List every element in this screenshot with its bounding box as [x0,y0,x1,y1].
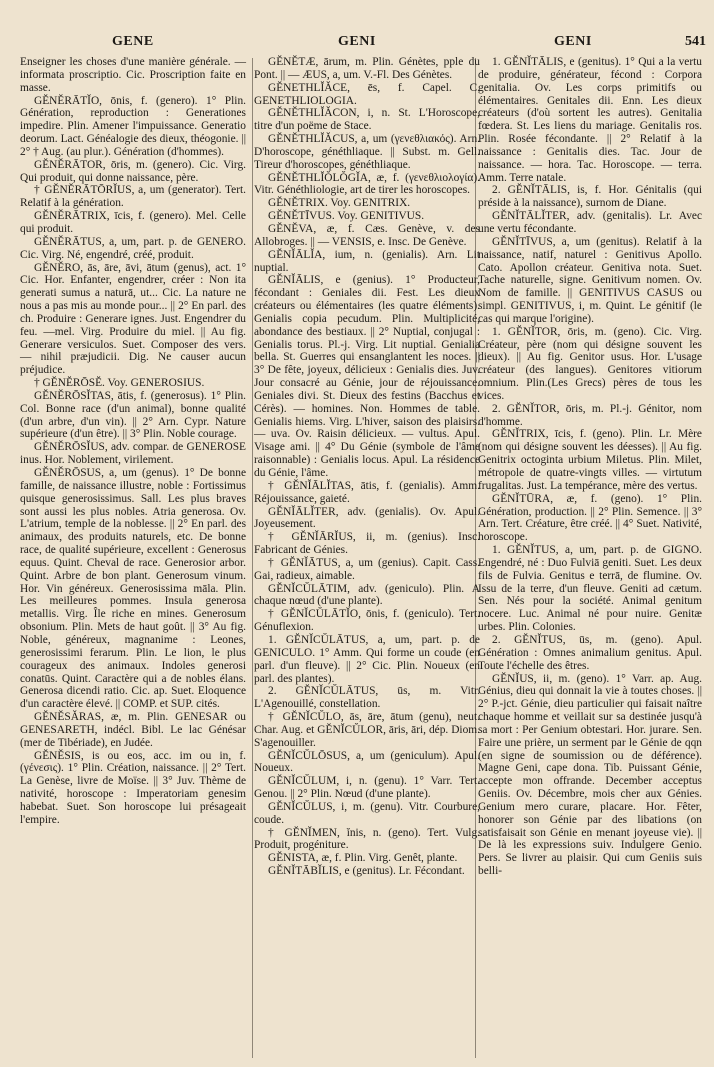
entry-geniculo: † GĔNĬCŬLO, ās, āre, ātum (genu), neut. Char. Aug. et GĔNĬCŬLOR, āris, āri, dép. Diom. S'agenouiller. [254,711,480,749]
running-header [14,34,708,52]
entry-genitivus: GĔNĬTĪVUS, a, um (genitus). Relatif à la naissance, natif, naturel : Genitivus Apollo. Cato. Apollon créateur. Genitiva nota. Suet. Tache naturelle, signe. Genitivum nomen. Ov. Nom de famille. || GENITIVUS CASUS ou simpl. GENITIVUS, i, m. Quint. Le génitif (le cas qui marque l'origine). [478,235,702,325]
entry-generatio: GĔNĔRĀTĬO, ōnis, f. (genero). 1° Plin. Génération, reproduction : Generationes impedire. Plin. Amener l'impuissance. Generatio deorum. Lact. Généalogie des dieux, théogonie. || 2° † Aug. (au plur.). Génération (d'hommes). [20,94,246,158]
entry-genesaras: GĔNĔSĂRAS, æ, m. Plin. GENESAR ou GENESARETH, indécl. Bibl. Le lac Génésar (mer de Tibériade), en Judée. [20,711,246,749]
entry-genitor-1: 1. GĔNĬTOR, ōris, m. (geno). Cic. Virg. Créateur, père (nom qui désigne souvent les dieux). || Au fig. Genitor usus. Hor. L'usage créateur (des langues). Genitores vitiorum omnium. Plin.(Les Grecs) pères de tous les vices. [478,325,702,402]
entry-genethliacon: GĔNĔTHLĬĂCON, i, n. St. L'Horoscope, titre d'un poëme de Stace. [254,107,480,133]
entry-geniarius: † GĔNĬĀRĬUS, ii, m. (genius). Insc. Fabricant de Génies. [254,531,480,557]
entry-generatus: GĔNĔRĀTUS, a, um, part. p. de GENERO. Cic. Virg. Né, engendré, créé, produit. [20,235,246,261]
column-divider-1 [252,58,253,1058]
entry-generator: GĔNĔRĀTOR, ōris, m. (genero). Cic. Virg. Qui produit, qui donne naissance, père. [20,158,246,184]
entry-generosius: GĔNĔRŌSĬUS, adv. compar. de GENEROSE inus. Hor. Noblement, virilement. [20,441,246,467]
column-right [478,56,702,878]
entry-genitaliter: GĔNĬTĀLĬTER, adv. (genitalis). Lr. Avec une vertu fécondante. [478,210,702,235]
entry-generositas: GĔNĔRŌSĬTAS, ātis, f. (generosus). 1° Plin. Col. Bonne race (d'un animal), bonne qualité (d'un arbre, d'un vin). || 2° Arn. Cypr. Nature supérieure (d'un être). || 3° Plin. Noble courage. [20,389,246,441]
entry-genista: GĔNISTA, æ, f. Plin. Virg. Genêt, plante. [268,852,458,865]
entry-genitalis-2: 2. GĔNĬTĀLIS, is, f. Hor. Génitalis (qui préside à la naissance), surnom de Diane. [478,184,702,210]
entry-genesis: GĔNĔSIS, is ou eos, acc. im ou in, f. (γένεσις). 1° Plin. Création, naissance. || 2° Tert. La Genèse, livre de Moïse. || 3° Juv. Thème de nativité, horoscope : Imperatoriam genesim habebat. Suet. Son horoscope lui présageait l'empire. [20,749,246,826]
entry-geniculatus-2: 2. GĔNĬCŬLĀTUS, ūs, m. Vitr. L'Agenouillé, constellation. [254,685,480,711]
header-center-guideword: GENI [338,34,376,49]
entry-genialia: GĔNĬĀLĬA, ium, n. (genialis). Arn. Lit nuptial. [254,248,480,274]
entry-genialiter: GĔNĬĀLĬTER, adv. (genialis). Ov. Apul. Joyeusement. [254,505,480,531]
column-middle [254,56,480,878]
entry-geneva: GĔNĔVA, æ, f. Cæs. Genève, v. des Allobroges. || — VENSIS, e. Insc. De Genève. [254,222,480,248]
entry-genetrix: GĔNĔTRIX. Voy. GENITRIX. [268,197,411,210]
entry-geniculatim: GĔNĬCŬLĀTIM, adv. (geniculo). Plin. A chaque nœud (d'une plante). [254,582,480,608]
entry-genethliacus: GĔNĔTHLĬĂCUS, a, um (γενεθλιακός). Arn. D'horoscope, généthliaque. || Subst. m. Gell. Tireur d'horoscopes, généthliaque. [254,133,480,171]
header-left-guideword: GENE [112,34,154,49]
entry-geniatus: † GĔNĬĀTUS, a, um (genius). Capit. Cass. Gai, radieux, aimable. [254,556,480,582]
entry-genitus-2: 2. GĔNĬTUS, ūs, m. (geno). Apul. Génération : Omnes animalium genitus. Apul. Toute l'échelle des êtres. [478,633,702,672]
entry-genitrix: GĔNĬTRIX, īcis, f. (geno). Plin. Lr. Mère (nom qui désigne souvent les déesses). || Au fig. Genitrix octoginta urbium Miletus. Plin. Milet, métropole de quatre-vingts villes. — virtutum frugalitas. Just. La tempérance, mère des vertus. [478,428,702,492]
entry-genitus-1: 1. GĔNĬTUS, a, um, part. p. de GIGNO. Engendré, né : Duo Fulviā geniti. Suet. Les deux fils de Fulvia. Genitus e terrā, de flumine. Ov. Issu de la terre, d'un fleuve. Geniti ad cætum. Sen. Nés pour la société. Animal genitum nocere. Luc. Animal né pour nuire. Genitæ urbes. Plin. Colonies. [478,544,702,634]
entry-generosus: GĔNĔRŌSUS, a, um (genus). 1° De bonne famille, de naissance illustre, noble : Fortissimus quisque generosissimus. Sall. Les plus braves sont aussi les plus nobles. Atria generosa. Ov. L'atrium, temple de la noblesse. || 2° En parl. des animaux, des produits naturels, etc. De bonne race, de qualité supérieure, excellent : Generosus equus. Quint. Cheval de race. Generosior arbor. Quint. Arbre de bon plant. Generosum vinum. Hor. Vin généreux. Generosissima māla. Plin. Les meilleures pommes. Insula generosa metallis. Virg. Île riche en mines. Generosum obsonium. Plin. Mets de haut goût. || 3° Au fig. Noble, généreux, magnanime : Leones, generosissimi ferarum. Plin. Le lion, le plus courageux des animaux. Indoles generosi conatūs. Quint. Caractère qui a de nobles élans. Generosa dicendi ratio. Cic. ap. Suet. Eloquence d'un caractère élevé. || COMP. et SUP. cités. [20,467,246,711]
entry-generatrix: GĔNĔRĀTRIX, īcis, f. (genero). Mel. Celle qui produit. [20,210,246,235]
dictionary-page [14,0,708,1067]
entry-continuation: Enseigner les choses d'une manière générale. — informata proscriptio. Cic. Proscription faite en masse. [20,56,246,94]
entry-genethliologia: GĔNĔTHLĬŎLŎGĬA, æ, f. (γενεθλιολογία). Vitr. Généthliologie, art de tirer les horoscopes. [254,171,480,197]
entry-genetivus: GĔNĔTĪVUS. Voy. GENITIVUS. [268,210,425,223]
entry-geniculum: GĔNĬCŬLUM, i, n. (genu). 1° Varr. Tert. Genou. || 2° Plin. Nœud (d'une plante). [254,775,480,801]
entry-genitor-2: 2. GĔNĬTOR, ōris, m. Pl.-j. Génitor, nom d'homme. [478,402,702,428]
entry-geniculatio: † GĔNĬCŬLĀTĬO, ōnis, f. (geniculo). Tert. Génuflexion. [254,608,480,634]
entry-genitabilis: GĔNĬTĀBĬLIS, e (genitus). Lr. Fécondant. [268,865,465,878]
entry-generatorius: † GĔNĔRĀTŌRĬUS, a, um (generator). Tert. Relatif à la génération. [20,184,246,210]
entry-genitalis-1: 1. GĔNĬTĀLIS, e (genitus). 1° Qui a la vertu de produire, générateur, fécond : Corpora genitalia. Ov. Les corps primitifs ou élémentaires. Genitales dii. Enn. Les dieux créateurs (d'où sortent les autres). Genitalia fœdera. St. Les liens du mariage. Genitalis ros. Plin. Rosée fécondante. || 2° Relatif à la naissance : Genitalis dies. Tac. Jour de naissance. — hora. Tac. Horoscope. — terra. Amm. Terre natale. [478,56,702,184]
header-right-guideword: GENI [554,34,592,49]
entry-genialitas: † GĔNĬĀLĬTAS, ātis, f. (genialis). Amm. Réjouissance, gaieté. [254,479,480,505]
entry-genetae: GĔNĔTÆ, ārum, m. Plin. Génètes, pple du Pont. || — ÆUS, a, um. V.-Fl. Des Génètes. [254,56,480,81]
entry-genethliace: GĔNETHLĬĂCE, ēs, f. Capel. C. GENETHLIOLOGIA. [254,81,480,107]
column-left [20,56,246,827]
entry-genimen: † GĔNĬMEN, ĭnis, n. (geno). Tert. Vulg. Produit, progéniture. [254,826,480,852]
entry-geniculus: GĔNĬCŬLUS, i, m. (genu). Vitr. Courbure, coude. [254,800,480,826]
entry-genius: GĔNĬUS, ii, m. (geno). 1° Varr. ap. Aug. Génius, dieu qui donnait la vie à toutes choses. || 2° P.-jct. Génie, dieu particulier qui faisait naître chaque homme et veillait sur sa destinée jusqu'à sa mort : Per Genium obtestari. Hor. jurare. Sen. Faire une prière, un serment par le Génie de qqn (en signe de soumission ou de déférence). Magne Geni, cape dona. Tib. Puissant Génie, accepte mon offrande. December acceptus Geniis. Ov. Décembre, mois cher aux Génies. Genium mero curare, placare. Hor. Fêter, honorer son Génie par des libations (on satisfaisait son Génie en menant joyeuse vie). || De là les expressions suiv. Indulgere Genio. Pers. Se livrer au plaisir. Qui cum Geniis suis belli- [478,672,702,878]
entry-generose: † GĔNĔRŌSĔ. Voy. GENEROSIUS. [34,377,205,390]
entry-geniculatus-1: 1. GĔNĬCŬLĀTUS, a, um, part. p. de GENICULO. 1° Amm. Qui forme un coude (en parl. d'un fleuve). || 2° Cic. Plin. Noueux (en parl. des plantes). [254,633,480,685]
entry-genialis: GĔNĬĀLIS, e (genius). 1° Producteur, fécondant : Geniales dii. Fest. Les dieux créateurs ou élémentaires (les quatre éléments). Genialis copia pecudum. Plin. Multiplicité, abondance des bestiaux. || 2° Nuptial, conjugal : Genialis torus. Pl.-j. Virg. Lit nuptial. Genialia bella. St. Guerres qui ensanglantent les noces. || 3° De fête, joyeux, délicieux : Genialis dies. Juv. Jour consacré au Génie, jour de réjouissance. Geniales divi. St. Dieux des festins (Bacchus et Cérès). — homines. Non. Hommes de table. Genialis hiems. Virg. L'hiver, saison des plaisirs. — uva. Ov. Raisin délicieux. — vultus. Apul. Visage ami. || 4° Du Génie (symbole de l'âme raisonnable) : Genialis locus. Apul. La résidence du Génie, l'âme. [254,274,480,479]
entry-genero: GĔNĔRO, ās, āre, āvi, ātum (genus), act. 1° Cic. Hor. Enfanter, engendrer, créer : Non ita generati sumus a naturā, ut... Cic. La nature ne nous a pas mis au monde pour... || 2° En parl. des ch. Produire : Generare ignes. Just. Engendrer du feu. —mel. Virg. Produire du miel. || Au fig. Generare versiculos. Suet. Composer des vers. — nihil præjudicii. Dig. Ne causer aucun préjudice. [20,261,246,377]
entry-genitura: GĔNĬTŪRA, æ, f. (geno). 1° Plin. Génération, production. || 2° Plin. Semence. || 3° Arn. Tert. Créature, être créé. || 4° Suet. Nativité, horoscope. [478,492,702,544]
entry-geniculosus: GĔNĬCŬLŌSUS, a, um (geniculum). Apul. Noueux. [254,749,480,775]
page-number: 541 [685,34,706,49]
